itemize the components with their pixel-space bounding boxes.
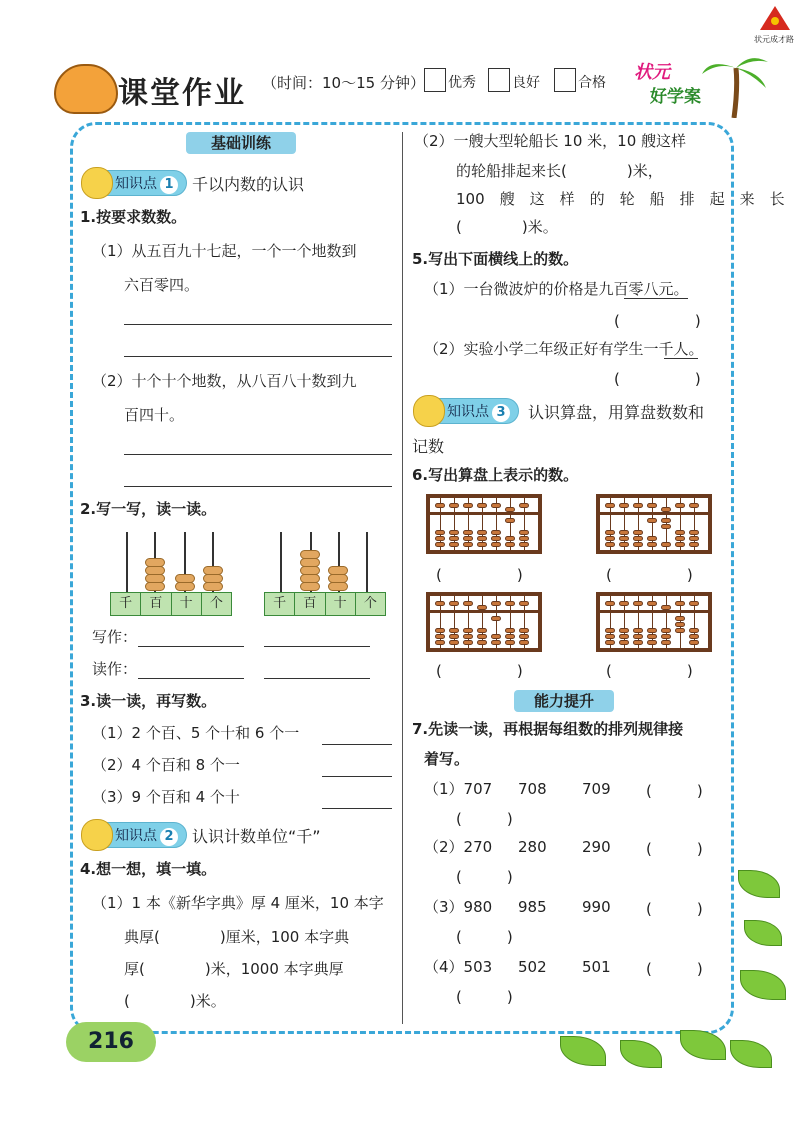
fish-mascot-icon bbox=[54, 64, 118, 114]
badge-label: 知识点 bbox=[115, 176, 157, 192]
write-label: 写作： bbox=[92, 628, 138, 646]
question-1-title: 1.按要求数数。 bbox=[80, 208, 187, 226]
mascot-face-icon bbox=[413, 395, 445, 427]
sequence-4-second: 502 bbox=[518, 958, 547, 976]
badge-number: 2 bbox=[160, 828, 178, 846]
grade-label-pass: 合格 bbox=[578, 75, 606, 91]
mascot-face-icon bbox=[81, 819, 113, 851]
abacus-2 bbox=[596, 494, 712, 554]
knowledge-point-1-text: 千以内数的认识 bbox=[192, 175, 305, 194]
sequence-1-start: （1）707 bbox=[424, 780, 493, 798]
grade-label-excellent: 优秀 bbox=[448, 75, 476, 91]
answer-paren[interactable]: ( ) bbox=[646, 782, 703, 800]
question-2-title: 2.写一写，读一读。 bbox=[80, 500, 217, 518]
question-4-part-2-line-1: （2）一艘大型轮船长 10 米，10 艘这样 bbox=[414, 132, 687, 150]
answer-line[interactable] bbox=[124, 356, 392, 357]
abacus-4 bbox=[596, 592, 712, 652]
underline-mark bbox=[664, 358, 698, 359]
answer-line[interactable] bbox=[322, 744, 392, 745]
sequence-2-second: 280 bbox=[518, 838, 547, 856]
grade-checkbox-pass[interactable] bbox=[554, 68, 576, 92]
knowledge-point-2-text: 认识计数单位“千” bbox=[192, 827, 321, 846]
question-1-part-1-line-1: （1）从五百九十七起，一个一个地数到 bbox=[92, 242, 357, 260]
answer-line[interactable] bbox=[138, 646, 244, 647]
answer-line[interactable] bbox=[264, 678, 370, 679]
question-3-title: 3.读一读，再写数。 bbox=[80, 692, 217, 710]
answer-paren[interactable]: ( ) bbox=[456, 928, 513, 946]
page-title: 课堂作业 bbox=[118, 76, 246, 111]
brand-name: 状元 bbox=[634, 62, 670, 83]
leaf-icon bbox=[740, 970, 786, 1000]
question-7-title-cont: 着写。 bbox=[424, 750, 470, 768]
answer-paren[interactable]: ( ) bbox=[646, 960, 703, 978]
sequence-4-start: （4）503 bbox=[424, 958, 493, 976]
sequence-3-second: 985 bbox=[518, 898, 547, 916]
question-1-part-2-line-1: （2）十个十个地数，从八百八十数到九 bbox=[92, 372, 357, 390]
answer-paren[interactable]: ( ) bbox=[614, 370, 701, 388]
question-4-part-2-line-2: 的轮船排起来长( )米， bbox=[456, 162, 663, 180]
sequence-2-start: （2）270 bbox=[424, 838, 493, 856]
abacus-3 bbox=[426, 592, 542, 652]
sequence-1-third: 709 bbox=[582, 780, 611, 798]
badge-number: 1 bbox=[160, 176, 178, 194]
answer-paren[interactable]: ( ) bbox=[456, 868, 513, 886]
answer-line[interactable] bbox=[124, 324, 392, 325]
question-4-line-2: 典厚( )厘米，100 本字典 bbox=[124, 928, 350, 946]
leaf-icon bbox=[730, 1040, 772, 1068]
grade-checkbox-excellent[interactable] bbox=[424, 68, 446, 92]
knowledge-point-3-text: 认识算盘，用算盘数数和 bbox=[528, 403, 705, 422]
sequence-4-third: 501 bbox=[582, 958, 611, 976]
grade-checkbox-good[interactable] bbox=[488, 68, 510, 92]
page-number: 216 bbox=[66, 1022, 156, 1062]
leaf-icon bbox=[560, 1036, 606, 1066]
question-6-title: 6.写出算盘上表示的数。 bbox=[412, 466, 579, 484]
sequence-1-second: 708 bbox=[518, 780, 547, 798]
question-3-item-1: （1）2 个百、5 个十和 6 个一 bbox=[92, 724, 300, 742]
question-7-title: 7.先读一读，再根据每组数的排列规律接 bbox=[412, 720, 684, 738]
question-5-item-2: （2）实验小学二年级正好有学生一千人。 bbox=[424, 340, 704, 358]
answer-paren[interactable]: ( ) bbox=[436, 662, 523, 680]
question-4-line-4: ( )米。 bbox=[124, 992, 226, 1010]
column-divider bbox=[402, 132, 403, 1024]
answer-line[interactable] bbox=[138, 678, 244, 679]
question-3-item-3: （3）9 个百和 4 个十 bbox=[92, 788, 240, 806]
answer-line[interactable] bbox=[124, 454, 392, 455]
place-value-labels: 千 百 十 个 bbox=[110, 592, 232, 616]
answer-paren[interactable]: ( ) bbox=[646, 900, 703, 918]
answer-line[interactable] bbox=[264, 646, 370, 647]
sequence-3-start: （3）980 bbox=[424, 898, 493, 916]
answer-line[interactable] bbox=[322, 776, 392, 777]
section-basic-training: 基础训练 bbox=[186, 132, 296, 154]
knowledge-point-3-badge bbox=[414, 398, 519, 424]
place-value-labels: 千 百 十 个 bbox=[264, 592, 386, 616]
leaf-icon bbox=[620, 1040, 662, 1068]
knowledge-point-3-text-cont: 记数 bbox=[412, 437, 445, 456]
mascot-face-icon bbox=[81, 167, 113, 199]
question-4-part-2-line-3: 100 艘 这 样 的 轮 船 排 起 来 长 bbox=[456, 190, 785, 208]
leaf-icon bbox=[738, 870, 780, 898]
brand-subtitle: 好学案 bbox=[650, 87, 701, 107]
answer-paren[interactable]: ( ) bbox=[614, 312, 701, 330]
answer-paren[interactable]: ( ) bbox=[456, 988, 513, 1006]
palm-tree-icon bbox=[700, 48, 770, 118]
question-4-line-3: 厚( )米，1000 本字典厚 bbox=[124, 960, 344, 978]
question-1-part-2-line-2: 百四十。 bbox=[124, 406, 185, 424]
time-limit: （时间：10～15 分钟） bbox=[262, 74, 425, 92]
sequence-3-third: 990 bbox=[582, 898, 611, 916]
underline-mark bbox=[624, 298, 688, 299]
badge-number: 3 bbox=[492, 404, 510, 422]
question-4-line-1: （1）1 本《新华字典》厚 4 厘米，10 本字 bbox=[92, 894, 384, 912]
question-4-title: 4.想一想，填一填。 bbox=[80, 860, 217, 878]
publisher-logo-icon bbox=[760, 6, 790, 30]
answer-line[interactable] bbox=[322, 808, 392, 809]
knowledge-point-1-badge bbox=[82, 170, 187, 196]
answer-paren[interactable]: ( ) bbox=[606, 566, 693, 584]
answer-line[interactable] bbox=[124, 486, 392, 487]
question-5-item-1: （1）一台微波炉的价格是九百零八元。 bbox=[424, 280, 689, 298]
answer-paren[interactable]: ( ) bbox=[436, 566, 523, 584]
badge-label: 知识点 bbox=[447, 404, 489, 420]
read-label: 读作： bbox=[92, 660, 138, 678]
section-ability-improvement: 能力提升 bbox=[514, 690, 614, 712]
badge-label: 知识点 bbox=[115, 828, 157, 844]
answer-paren[interactable]: ( ) bbox=[646, 840, 703, 858]
answer-paren[interactable]: ( ) bbox=[456, 810, 513, 828]
question-3-item-2: （2）4 个百和 8 个一 bbox=[92, 756, 240, 774]
question-1-part-1-line-2: 六百零四。 bbox=[124, 276, 200, 294]
question-4-part-2-line-4: ( )米。 bbox=[456, 218, 558, 236]
sequence-2-third: 290 bbox=[582, 838, 611, 856]
publisher-logo-text: 状元成才路 bbox=[754, 35, 794, 44]
answer-paren[interactable]: ( ) bbox=[606, 662, 693, 680]
abacus-1 bbox=[426, 494, 542, 554]
grade-label-good: 良好 bbox=[512, 75, 540, 91]
leaf-icon bbox=[744, 920, 782, 946]
knowledge-point-2-badge bbox=[82, 822, 187, 848]
leaf-icon bbox=[680, 1030, 726, 1060]
question-5-title: 5.写出下面横线上的数。 bbox=[412, 250, 579, 268]
